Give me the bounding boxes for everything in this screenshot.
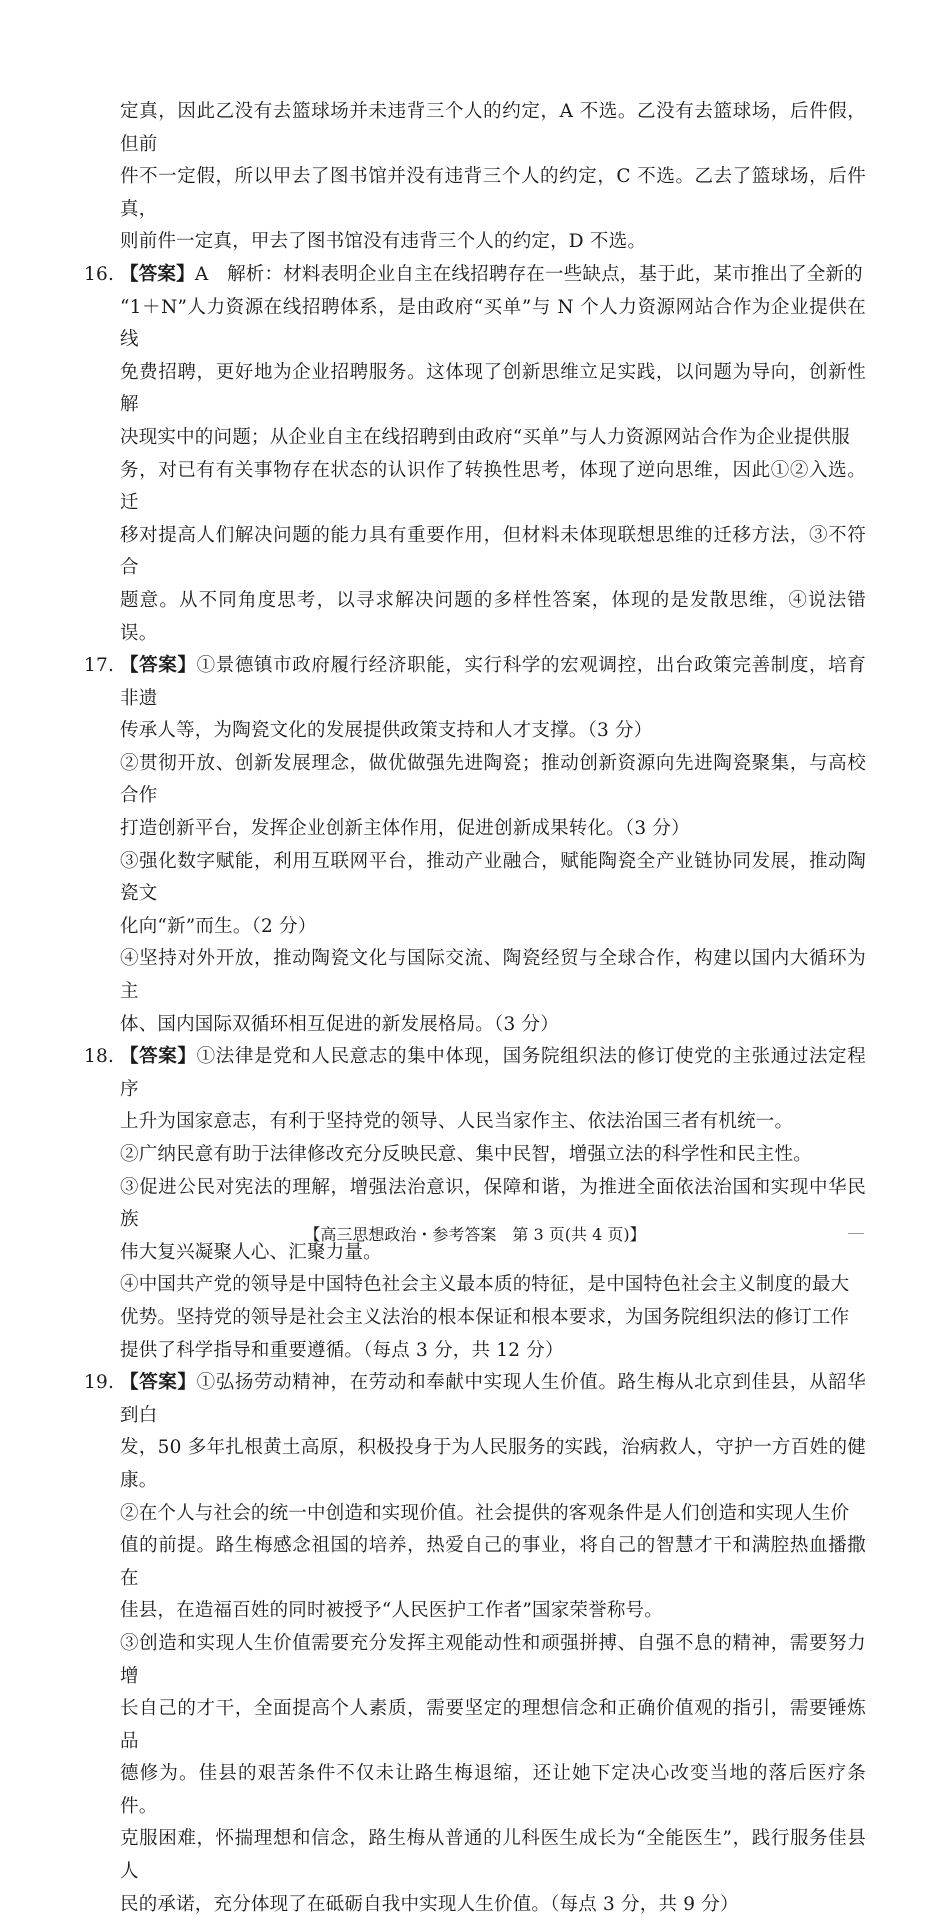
item-number: 16.: [84, 263, 115, 285]
text-line: ②在个人与社会的统一中创造和实现价值。社会提供的客观条件是人们创造和实现人生价: [120, 1502, 850, 1524]
answer-item-16: [84, 259, 866, 650]
text-line: 免费招聘，更好地为企业招聘服务。这体现了创新思维立足实践，以问题为导向，创新性解: [120, 361, 866, 416]
text-segment: ①景德镇市政府履行经济职能，实行科学的宏观调控，出台政策完善制度，培育非遗: [120, 655, 866, 709]
text-line: 移对提高人们解决问题的能力具有重要作用，但材料未体现联想思维的迁移方法，③不符合: [120, 524, 866, 579]
text-line: 则前件一定真，甲去了图书馆没有违背三个人的约定，D 不选。: [120, 231, 647, 253]
text-line: ②广纳民意有助于法律修改充分反映民意、集中民智，增强立法的科学性和民主性。: [120, 1144, 812, 1165]
answer-tag: 【答案】: [120, 1372, 197, 1394]
answer-item-17: [84, 650, 866, 1041]
answer-item-19: [84, 1367, 866, 1921]
text-line: 件不一定假，所以甲去了图书馆并没有违背三个人的约定，C 不选。乙去了篮球场，后件真，: [120, 166, 866, 220]
text-line: 化向“新”而生。（2 分）: [120, 915, 317, 937]
text-line: [120, 1041, 866, 1106]
text-line: ③创造和实现人生价值需要充分发挥主观能动性和顽强拼搏、自强不息的精神，需要努力增: [120, 1632, 866, 1687]
footer-divider: [848, 1233, 864, 1234]
answer-tag: 【答案】: [120, 655, 197, 677]
answer-tag: 【答案】: [120, 263, 195, 285]
item-number: 19.: [84, 1372, 115, 1394]
text-line: 克服困难，怀揣理想和信念，路生梅从普通的儿科医生成长为“全能医生”，践行服务佳县人: [120, 1828, 866, 1883]
page-footer: 【高三思想政治・参考答案 第 3 页(共 4 页)】: [304, 1225, 646, 1244]
item-number: 17.: [84, 655, 115, 677]
text-line: ③强化数字赋能，利用互联网平台，推动产业融合，赋能陶瓷全产业链协同发展，推动陶瓷文: [120, 850, 866, 905]
text-line: 题意。从不同角度思考，以寻求解决问题的多样性答案，体现的是发散思维，④说法错误。: [120, 589, 866, 644]
text-line: 打造创新平台，发挥企业创新主体作用，促进创新成果转化。（3 分）: [120, 818, 690, 840]
text-line: 民的承诺，充分体现了在砥砺自我中实现人生价值。（每点 3 分，共 9 分）: [120, 1893, 739, 1915]
intro-paragraph: [84, 96, 866, 259]
text-line: 发，50 多年扎根黄土高原，积极投身于为人民服务的实践，治病救人，守护一方百姓的健康。: [120, 1437, 866, 1491]
text-line: 长自己的才干，全面提高个人素质，需要坚定的理想信念和正确价值观的指引，需要锤炼品: [120, 1698, 866, 1752]
text-segment: ①弘扬劳动精神，在劳动和奉献中实现人生价值。路生梅从北京到佳县，从韶华到白: [120, 1372, 866, 1426]
text-line: 德修为。佳县的艰苦条件不仅未让路生梅退缩，还让她下定决心改变当地的落后医疗条件。: [120, 1763, 866, 1817]
answer-tag: 【答案】: [120, 1046, 197, 1068]
text-line: ④坚持对外开放，推动陶瓷文化与国际交流、陶瓷经贸与全球合作，构建以国内大循环为主: [120, 948, 866, 1003]
text-line: ②贯彻开放、创新发展理念，做优做强先进陶瓷；推动创新资源向先进陶瓷聚集，与高校合作: [120, 752, 866, 807]
text-line: 佳县，在造福百姓的同时被授予“人民医护工作者”国家荣誉称号。: [120, 1600, 663, 1622]
text-line: [120, 1367, 866, 1432]
text-line: [120, 650, 866, 715]
text-segment: ①法律是党和人民意志的集中体现，国务院组织法的修订使党的主张通过法定程序: [120, 1046, 866, 1100]
answer-item-18: [84, 1041, 866, 1367]
text-segment: A 解析：材料表明企业自主在线招聘存在一些缺点，基于此，某市推出了全新的: [194, 263, 863, 285]
answer-content: [84, 96, 866, 1921]
item-number: 18.: [84, 1046, 115, 1068]
text-line: ③促进公民对宪法的理解，增强法治意识，保障和谐，为推进全面依法治国和实现中华民族: [120, 1176, 866, 1231]
text-line: 定真，因此乙没有去篮球场并未违背三个人的约定，A 不选。乙没有去篮球场，后件假，但前: [120, 101, 866, 155]
text-line: 提供了科学指导和重要遵循。（每点 3 分，共 12 分）: [120, 1339, 564, 1361]
text-line: 值的前提。路生梅感念祖国的培养，热爱自己的事业，将自己的智慧才干和满腔热血播撒在: [120, 1535, 866, 1589]
text-line: 体、国内国际双循环相互促进的新发展格局。（3 分）: [120, 1013, 559, 1035]
text-line: [120, 259, 866, 292]
text-line: 上升为国家意志，有利于坚持党的领导、人民当家作主、依法治国三者有机统一。: [120, 1111, 794, 1133]
text-line: 伟大复兴凝聚人心、汇聚力量。: [120, 1241, 382, 1263]
text-line: 传承人等，为陶瓷文化的发展提供政策支持和人才支撑。（3 分）: [120, 720, 653, 742]
text-line: ④中国共产党的领导是中国特色社会主义最本质的特征，是中国特色社会主义制度的最大: [120, 1274, 850, 1296]
text-line: 务，对已有有关事物存在状态的认识作了转换性思考，体现了逆向思维，因此①②入选。迁: [120, 459, 866, 514]
text-line: 优势。坚持党的领导是社会主义法治的根本保证和根本要求，为国务院组织法的修订工作: [120, 1306, 850, 1328]
text-line: “1＋N”人力资源在线招聘体系，是由政府“买单”与 N 个人力资源网站合作为企业提供在线: [120, 296, 866, 351]
text-line: 决现实中的问题；从企业自主在线招聘到由政府“买单”与人力资源网站合作为企业提供服: [120, 426, 850, 448]
